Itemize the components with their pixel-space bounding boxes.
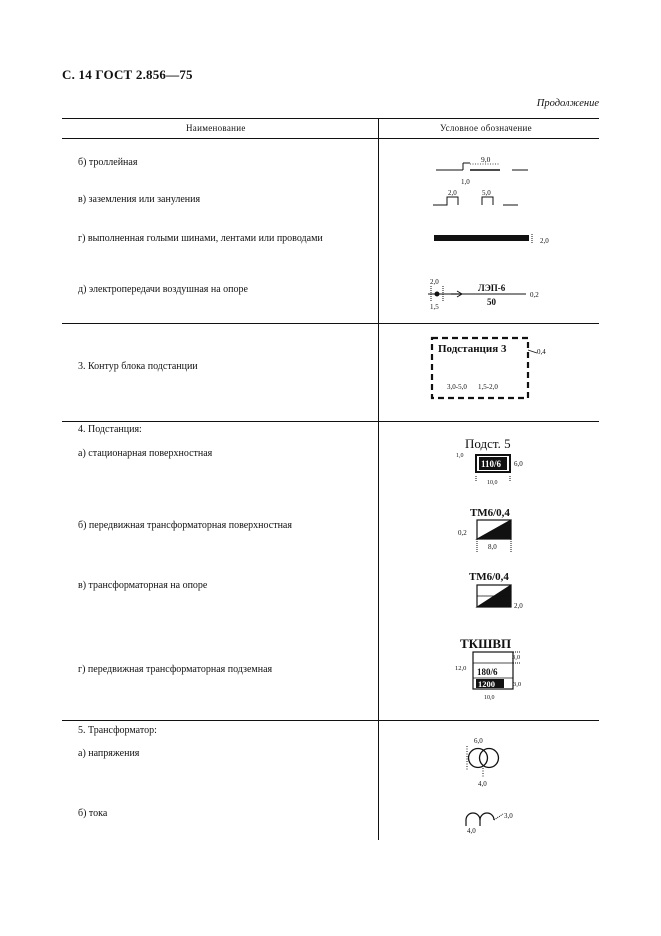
station-label: Подст. 5: [465, 436, 511, 451]
mobile-dim-b: 8,0: [488, 543, 497, 551]
underground-label: ТКШВП: [460, 636, 512, 651]
row-current-transformer: б) тока: [78, 808, 108, 819]
column-header-name: Наименование: [186, 123, 246, 133]
trolley-dim-a: 9,0: [481, 155, 491, 164]
current-transformer-symbol: [466, 812, 513, 835]
ct-dim-b: 4,0: [467, 827, 476, 835]
vt-dim-b: 4,0: [478, 780, 487, 788]
block-contour-symbol: [432, 338, 546, 398]
pole-substation-symbol: [469, 571, 523, 610]
stationary-substation-symbol: [456, 436, 523, 486]
station-dim-a: 1,0: [456, 453, 464, 459]
station-dim-c: 10,0: [487, 480, 498, 486]
block-dim-a: 0,4: [537, 348, 546, 356]
pole-label: ТМ6/0,4: [469, 571, 509, 583]
continuation-label: Продолжение: [536, 98, 599, 109]
ct-dim-a: 3,0: [504, 812, 513, 820]
row-trolley: б) троллейная: [78, 157, 138, 168]
column-header-symbol: Условное обозначение: [440, 123, 532, 133]
mobile-surface-substation-symbol: [458, 507, 511, 552]
station-dim-b: 6,0: [514, 460, 523, 468]
overhead-label: ЛЭП-6: [478, 283, 506, 293]
trolley-symbol: [436, 155, 528, 186]
row-substation-heading: 4. Подстанция:: [78, 424, 142, 435]
row-voltage-transformer: а) напряжения: [78, 748, 140, 759]
row-bus-bars: г) выполненная голыми шинами, лентами или проводами: [78, 233, 323, 244]
underground-dim-d: 10,0: [484, 695, 495, 701]
underground-dim-b: 3,0: [512, 654, 521, 661]
page-title: С. 14 ГОСТ 2.856—75: [62, 67, 193, 82]
overhead-dim-b: 1,5: [430, 303, 439, 311]
row-transformer-heading: 5. Трансформатор:: [78, 725, 157, 736]
underground-value-a: 180/6: [477, 667, 498, 677]
overhead-dim-c: 0,2: [530, 291, 539, 299]
block-dim-c: 1,5-2,0: [478, 383, 498, 391]
bus-dim: 2,0: [540, 237, 549, 245]
mobile-dim-a: 0,2: [458, 529, 467, 537]
underground-dim-c: 3,0: [513, 681, 522, 688]
block-label: Подстанция 3: [438, 343, 507, 355]
trolley-dim-b: 1,0: [461, 178, 470, 186]
grounding-symbol: [433, 189, 518, 205]
row-stationary: а) стационарная поверхностная: [78, 448, 213, 459]
row-grounding: в) заземления или зануления: [78, 194, 201, 205]
underground-dim-a: 12,0: [455, 665, 467, 672]
row-mobile-surface: б) передвижная трансформаторная поверхностная: [78, 520, 292, 531]
ground-dim-b: 5,0: [482, 189, 491, 197]
row-block-contour: 3. Контур блока подстанции: [78, 361, 198, 372]
row-mobile-underground: г) передвижная трансформаторная подземная: [78, 664, 273, 675]
row-pole-mounted: в) трансформаторная на опоре: [78, 580, 208, 591]
underground-substation-symbol: [455, 636, 521, 701]
bus-bar-symbol: [434, 234, 549, 245]
station-value: 110/6: [481, 459, 502, 469]
vt-dim-a: 6,0: [474, 737, 483, 745]
ground-dim-a: 2,0: [448, 189, 457, 197]
overhead-line-symbol: [428, 278, 539, 311]
voltage-transformer-symbol: [467, 737, 499, 788]
underground-value-b: 1200: [478, 679, 495, 689]
pole-dim-a: 2,0: [514, 602, 523, 610]
overhead-dim-a: 2,0: [430, 278, 439, 286]
mobile-label: ТМ6/0,4: [470, 507, 510, 519]
row-overhead-line: д) электропередачи воздушная на опоре: [78, 284, 248, 295]
overhead-value: 50: [487, 297, 496, 307]
block-dim-b: 3,0-5,0: [447, 383, 467, 391]
